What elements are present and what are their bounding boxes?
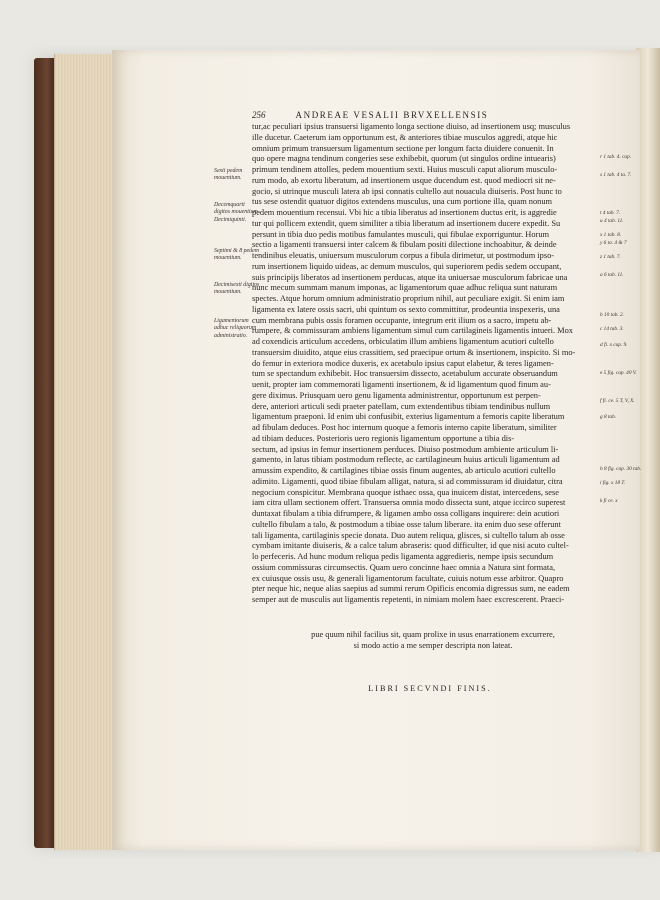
text-line: rumpere, & commissuram ambiens ligamentum simul cum cartilagineis ligamentis intueri. Mox [252,326,573,336]
marginal-reference: t 4 tab. 7. [600,210,621,216]
marginal-note: Decimisexti digitos mouentium. [214,282,260,296]
marginal-reference: e 5 fig. cap. 40 V. [600,370,637,376]
marginal-reference: x 1 tab. 8. [600,232,622,238]
marginal-reference: g 8 tab. [600,414,617,420]
text-line: tum se spectandum exhibebit. Hoc transuersim dissecto, acetabulum accurate obseruandum [252,369,558,379]
text-line: uenit, propter iam commemorati ligamenti insertionem, & id ligamentum quod finum au- [252,380,551,389]
text-line: rum modo, ab exortu liberatum, ad insertionem usque ducendum est. quod mediocri sit ne- [252,175,556,185]
marginal-reference: y 6 ta. 4 & 7 [600,240,627,246]
text-line: tur,ac peculiari ipsius transuersi ligamento longa sectione diuiso, ad insertionem usq; musculus [252,122,571,131]
text-line: spectes. Atque horum omnium administratio proprium nihil, aut peculiare exigit. Si enim iam [252,294,565,303]
text-line: gocio, si utrinque musculi latera ab ipsi connatis cultello aut nouacula diuiseris. Post hunc to [252,186,562,196]
text-line: gere diximus. Priusquam uero genu ligamenta administrentur, opportunum est perpen- [252,390,541,400]
marginal-reference: s 1 tab. 4 ta. 7. [600,172,632,178]
text-line: iam citra ullam sectionem offert. Transuersa omnia modo dissecta sunt, atque iccirco superest [252,498,566,508]
text-line: tur qui pollicem extendit, quem similiter a tibia liberatum ad insertionem ducere expedit. Su [252,218,561,228]
text-line: amussim expendito, & cartilagines tibiae ossis finum augentes, ab articulo acutiori cultello [252,466,556,475]
marginal-note: Decemquarti digitos mouentium. Decimiquinti. [214,202,260,223]
text-line: semper aut de musculis aut ligamentis repetenti, in nimiam molem haec excrescerent. Praeci- [252,595,565,604]
text-line: primum tendinem attolles, pedem mouentium sexti. Huius musculi caput aliorum musculo- [252,165,558,174]
page-number: 256 [252,110,266,120]
text-line: persunt in tibia duo pedis motibus famulantes musculi, qui fibulae exporriguntur. Horum [252,229,550,239]
marginal-note: Septimi & 8 pedem mouentium. [214,248,259,262]
text-line: rum insertionem liquido uideas, ac demum musculos, qui superiorem pedis sedem occupant, [252,261,562,271]
main-text-block [252,122,598,632]
text-line: ligamentum praeponi. Id enim ubi confusibit, exterius ligamentum a femoris capite liberatum [252,412,565,422]
marginal-reference: r 1 tab. 4. cap. [600,154,632,160]
text-line: ad tibiam deduces. Posterioris uero regionis ligamentum opportune a tibia dis- [252,433,515,443]
text-line: duntaxat fibulam a tibia difrumpere, & ligamen ambo ossa colligans inquirere: dein acutiori [252,509,560,518]
page-edges [54,54,115,850]
text-line: pter neque hic, neque alias saepius ad summi rerum Opificis encomia digressus sum, ne eadem [252,584,570,594]
book-cover-edge [34,58,56,848]
text-line: tali ligamenta, cartilaginis specie donata. Duo autem reliqua, glisces, si cultello talum ab osse [252,530,565,540]
text-line: cultello fibulam a talo, & postmodum a tibiae osse talum liberare. ita enim duo sese offerunt [252,519,561,529]
marginal-reference: u 4 tab. 11. [600,218,624,224]
text-line: adimito. Ligamenti, quod tibiae fibulam alligat, natura, si ad commissuram id diuidatur, citra [252,476,563,486]
closing-lines [268,630,598,652]
text-line: ille ducetur. Caeterum iam opportunum est, & anteriores tibiae musculos aggredi, atque hic [252,132,558,142]
running-head [252,108,622,122]
text-line: tendinibus eleuatis, uniuersum musculorum corpus a fibula dirimetur, ut postmodum ipso- [252,251,555,260]
marginal-reference: b 10 tab. 2. [600,312,624,318]
marginal-reference: d fi. x cap. 9. [600,342,628,348]
text-line: tus sese ostendit quatuor digitos extendens musculus, una cum portione illa, quam nonum [252,197,553,207]
text-line: cum membrana pubis ossis foramen occupante, integrum erit ilium os a sacro, impetu ab- [252,315,552,325]
text-line: pedem mouentium recensui. Vbi hic a tibia liberatus ad insertionem ductus erit, is aggredie [252,208,557,217]
text-line: negocium conspicitur. Membrana quoque isthaec ossa, qua inuicem distat, intercedens, sese [252,487,559,497]
marginal-reference: z 1 tab. 7. [600,254,621,260]
text-line: omnium primum transuersum ligamentum sectione per longum facta diuidere conuenit. In [252,143,554,153]
marginal-reference: i fig. x 18 T. [600,480,626,486]
marginal-note: Ligamentorum adhuc reliquorum administratio. [214,318,257,339]
marginal-reference: h 8 fig. cap. 30 tab. [600,466,642,472]
text-line: ad coxendicis articulum accedens, orbiculatim illum ambiens ligamentum acutiori cultello [252,337,554,346]
text-line: transuersim diuidito, atque eius crassitiem, sed praecipue ortum & insertionem, inspicito. Si mo- [252,347,576,357]
text-line: cymbam imitante diuiseris, & a calce talum abraseris: quod difficulter, id que nisi acuto cultel- [252,541,569,551]
text-line: quo opere magna tendinum congeries sese exhibebit, quorum (ut singulos ordine intuearis) [252,154,556,164]
closing-line: pue quum nihil facilius sit, quam prolixe in usus enarrationem excurrere, [311,630,555,639]
text-line: ex cuiusque ossis usu, & generali ligamentorum facultate, cuiuis notum esse arbitror. Quapro [252,573,564,583]
text-line: sectum, ad ipsius in femur insertionem perduces. Diuiso postmodum ambiente articulum li- [252,444,559,454]
marginal-reference: c 14 tab. 3. [600,326,624,332]
text-line: sectio a ligamenti transuersi inter calcem & fibulam positi dilectione inchoabitur, & deinde [252,240,557,250]
marginal-note: Sexti pedem mouentium. [214,168,243,182]
text-line: ad fibulam deduces. Post hoc internum quoque a femoris interno capite liberatum, similiter [252,423,557,432]
text-line: do femur in exteriora modice duxeris, ex acetabulo ipsius caput elabetur, & teres ligamen- [252,358,554,368]
marginal-reference: k fi ce. x [600,498,618,504]
text-line: gamento, in latus tibiam postmodum reflecte, ac cartilagineum huius articuli ligamentum ad [252,455,560,465]
text-line: ligamenta ex latere ossis sacri, ubi quintum os sexto committitur, prodeuntia inspexeris, una [252,304,560,314]
text-line: lo perfeceris. Ad hunc modum reliqua pedis ligamenta aggredieris, nempe ipsis secundum [252,552,554,561]
marginal-reference: a 6 tab. 11. [600,272,624,278]
marginal-reference: f fi. ce. 5 T, V, X. [600,398,635,404]
text-line: dere, anteriori articuli sedi praeter patellam, cum extendentibus tibiam tendinibus nullum [252,401,551,411]
running-title: ANDREAE VESALII BRVXELLENSIS [295,110,489,120]
closing-line: si modo actio a me semper descripta non lateat. [353,640,513,650]
text-line: nunc mecum summam manum imponas, ac ligamentorum quae adhuc reliqua sunt naturam [252,283,558,293]
book-end-heading: LIBRI SECVNDI FINIS. [368,684,492,693]
text-line: ossium commissuras circumsectis. Quam uero concinne haec omnia a Natura sint formata, [252,562,556,572]
text-line: suis principijs liberatos ad insertionem perducas, atque ita uniuersae musculorum fabricae una [252,272,568,282]
